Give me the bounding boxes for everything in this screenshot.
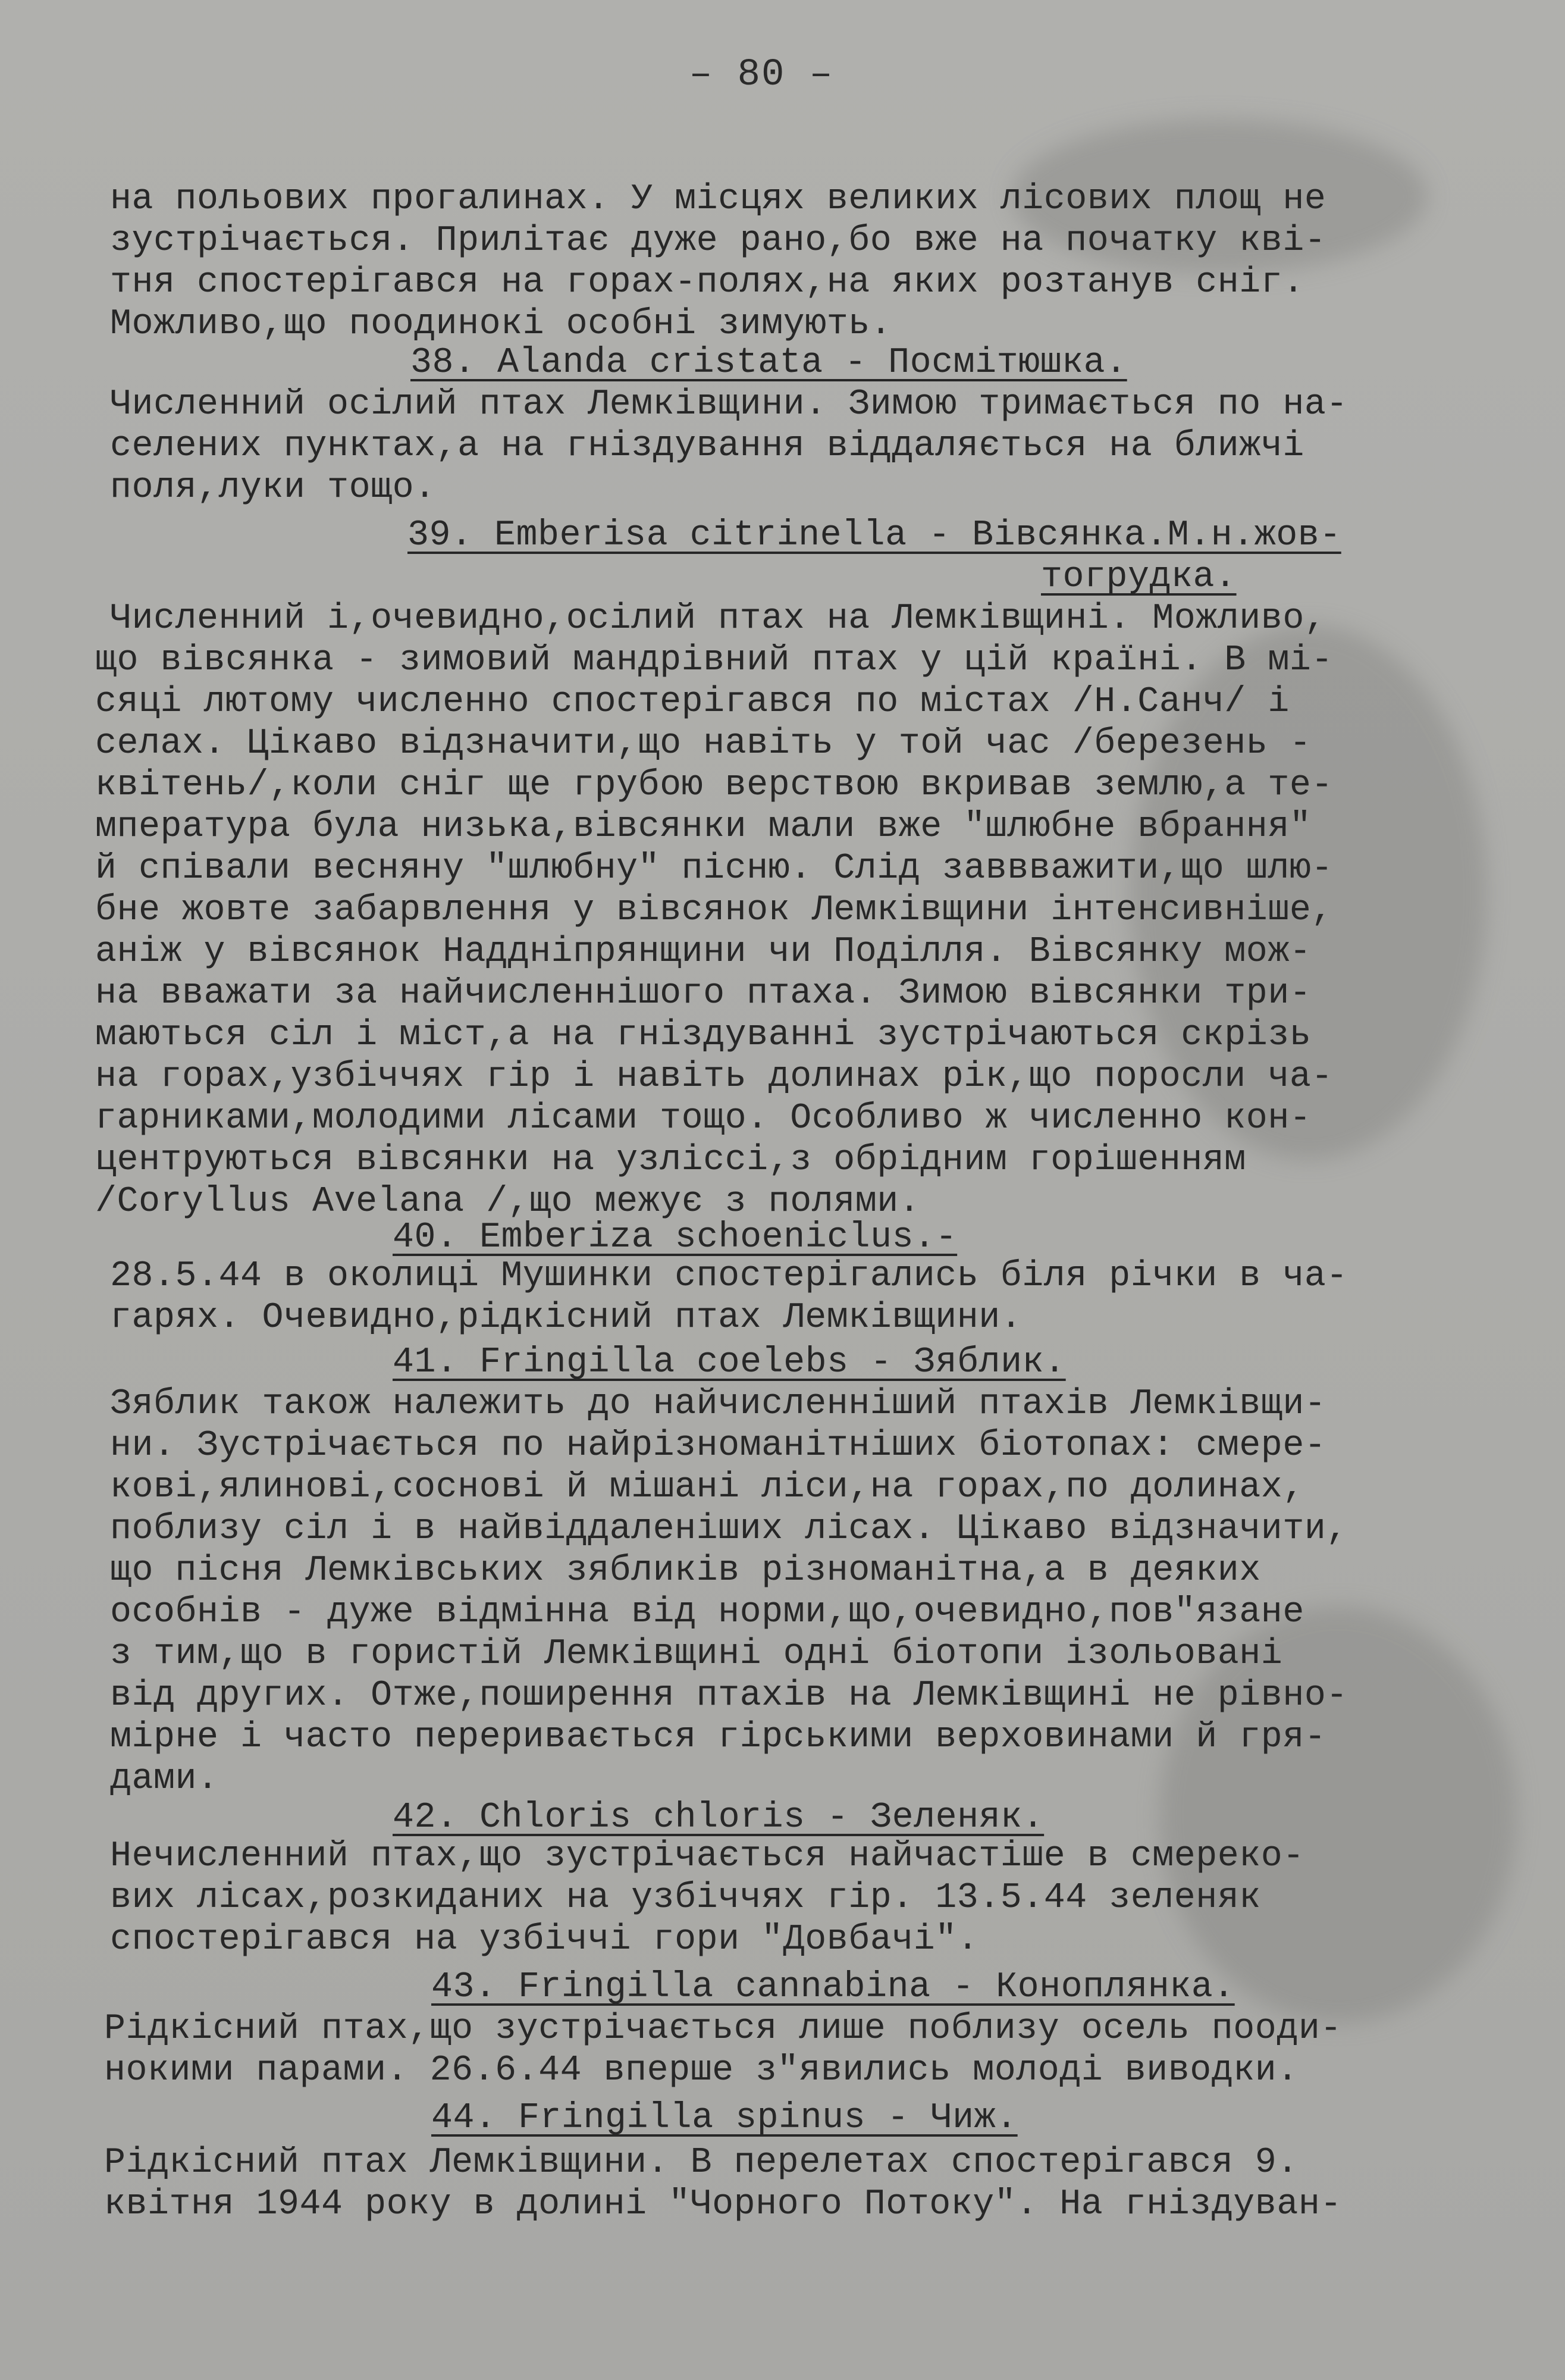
page-number: – 80 – — [689, 54, 834, 96]
text-line: сяці лютому численно спостерігався по містах /Н.Санч/ і — [95, 682, 1290, 722]
text-line: квітня 1944 року в долині "Чорного Потоку". На гніздуван- — [104, 2184, 1342, 2225]
text-line: Рідкісний птах,що зустрічається лише поблизу осель пооди- — [104, 2009, 1342, 2049]
text-line: 28.5.44 в околиці Мушинки спостерігались біля річки в ча- — [110, 1256, 1348, 1297]
text-line: Рідкісний птах Лемківщини. В перелетах спостерігався 9. — [104, 2143, 1299, 2183]
text-line: квітень/,коли сніг ще грубою верствою вкривав землю,а те- — [95, 765, 1333, 806]
species-heading-continued: тогрудка. — [1041, 557, 1237, 597]
text-line: гарях. Очевидно,рідкісний птах Лемківщини. — [110, 1298, 1023, 1338]
species-heading: 40. Emberiza schoeniclus.- — [393, 1217, 958, 1258]
text-line: від других. Отже,поширення птахів на Лемківщині не рівно- — [110, 1676, 1348, 1716]
text-line: кові,ялинові,соснові й мішані ліси,на горах,по долинах, — [110, 1467, 1304, 1508]
text-line: селених пунктах,а на гніздування віддаляється на ближчі — [110, 426, 1304, 466]
text-line: мпература була низька,вівсянки мали вже "шлюбне вбрання" — [95, 807, 1312, 847]
species-heading: 41. Fringilla coelebs - Зяблик. — [393, 1342, 1066, 1383]
text-line: аніж у вівсянок Наддніпрянщини чи Поділля. Вівсянку мож- — [95, 932, 1312, 972]
text-line: спостерігався на узбіччі гори "Довбачі". — [110, 1919, 979, 1960]
text-line: маються сіл і міст,а на гніздуванні зустрічаються скрізь — [95, 1015, 1312, 1056]
text-line: на вважати за найчисленнішого птаха. Зимою вівсянки три- — [95, 973, 1312, 1014]
text-line: центруються вівсянки на узліссі,з обрідним горішенням — [95, 1140, 1246, 1180]
text-line: що пісня Лемківських зябликів різноманітна,а в деяких — [110, 1551, 1261, 1591]
text-line: що вівсянка - зимовий мандрівний птах у цій країні. В мі- — [95, 640, 1333, 681]
text-line: нокими парами. 26.6.44 вперше з"явились молоді виводки. — [104, 2050, 1299, 2091]
species-heading: 43. Fringilla cannabina - Коноплянка. — [431, 1967, 1235, 2008]
text-line: зустрічається. Прилітає дуже рано,бо вже на початку кві- — [110, 221, 1326, 261]
text-line: поля,луки тощо. — [110, 468, 436, 508]
text-line: тня спостерігався на горах-полях,на яких розтанув сніг. — [110, 262, 1304, 303]
text-line: Зяблик також належить до найчисленніший птахів Лемківщи- — [110, 1384, 1326, 1424]
species-heading: 39. Emberisa citrinella - Вівсянка.М.н.жов- — [407, 515, 1341, 556]
text-line: селах. Цікаво відзначити,що навіть у той час /березень - — [95, 724, 1312, 764]
text-line: дами. — [110, 1759, 219, 1799]
species-heading: 38. Alanda cristata - Посмітюшка. — [410, 343, 1127, 383]
text-line: Можливо,що поодинокі особні зимують. — [110, 304, 892, 345]
text-line: бне жовте забарвлення у вівсянок Лемківщини інтенсивніше, — [95, 890, 1333, 931]
text-line: /Corуllus Avelana /,що межує з полями. — [95, 1182, 921, 1222]
species-heading: 42. Chloris chloris - Зеленяк. — [393, 1797, 1045, 1838]
text-line: на горах,узбіччях гір і навіть долинах рік,що поросли ча- — [95, 1057, 1333, 1097]
text-line: з тим,що в гористій Лемківщині одні біотопи ізольовані — [110, 1634, 1283, 1674]
text-line: вих лісах,розкиданих на узбіччях гір. 13.5.44 зеленяк — [110, 1878, 1261, 1918]
text-line: мірне і часто переривається гірськими верховинами й гря- — [110, 1717, 1326, 1758]
text-line: поблизу сіл і в найвіддаленіших лісах. Цікаво відзначити, — [110, 1509, 1348, 1549]
text-line: Численний і,очевидно,осілий птах на Лемківщині. Можливо, — [110, 599, 1326, 639]
text-line: на польових прогалинах. У місцях великих лісових площ не — [110, 179, 1326, 220]
text-line: ни. Зустрічається по найрізноманітніших біотопах: смере- — [110, 1426, 1326, 1466]
text-line: Численний осілий птах Лемківщини. Зимою тримається по на- — [110, 384, 1348, 425]
text-line: Нечисленний птах,що зустрічається найчастіше в смереко- — [110, 1836, 1304, 1877]
text-line: гарниками,молодими лісами тощо. Особливо ж численно кон- — [95, 1098, 1312, 1139]
species-heading: 44. Fringilla spinus - Чиж. — [431, 2098, 1018, 2138]
text-line: й співали весняну "шлюбну" пісню. Слід заввважити,що шлю- — [95, 848, 1333, 889]
text-line: особнів - дуже відмінна від норми,що,очевидно,пов"язане — [110, 1592, 1304, 1633]
